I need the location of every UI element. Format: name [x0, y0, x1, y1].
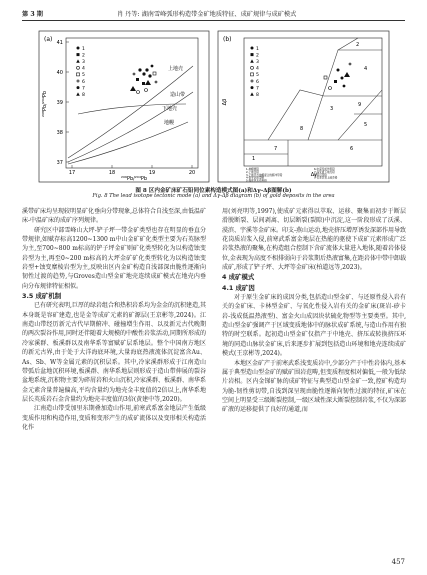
region-label-2: 2: [356, 42, 360, 48]
xtick-label: 17: [68, 170, 76, 176]
data-point: [151, 65, 154, 68]
panel-b-xlabel: Δγ: [310, 172, 318, 178]
legend-marker: [250, 92, 254, 95]
data-point: [142, 82, 145, 85]
legend-label: 1: [82, 46, 85, 52]
subsection-heading: 4.1 成矿因: [222, 283, 255, 292]
data-point: [337, 69, 340, 72]
data-point: [341, 77, 344, 80]
mantle-curve: [68, 122, 188, 164]
curve-label-lower-crust: 下地壳: [162, 106, 178, 112]
legend-marker: [251, 73, 254, 76]
data-point: [145, 80, 151, 85]
legend-marker: [251, 86, 254, 89]
legend-marker: [250, 59, 254, 62]
region-note: 8-造山带铅: [314, 173, 327, 177]
figure-caption-cn: 图 8 区内金矿床矿石铅同位素构造模式图(a)和Δγ-Δβ图解(b): [135, 188, 292, 194]
curve-label-mantle: 地幔: [164, 120, 175, 126]
data-point: [145, 89, 148, 92]
region-note: 7-深变质下地壳铅: [314, 170, 335, 174]
region-label-8: 8: [300, 126, 304, 132]
panel-a-xticks: [69, 165, 195, 176]
region-note: 6-中深变质作用铅: [314, 168, 335, 171]
legend-marker: [251, 80, 254, 83]
paragraph: 研究区中部雪峰山大坪-铲子坪一带金矿类型也存在明显的垂直分带规律,如赋存标高1200~1300 m中山金矿矿化类型主要为石英脉型为主,至700~800 m标高的铲子坪金矿则矿化类型转化为以构造蚀变岩型为主,再至0~200 m标高的大坪金矿矿化类型转化为以构造蚀变岩型+蚀变糜棱岩型为主,反映出区内金矿构造自浅部深由脆性逐渐向韧性过渡的趋势,与Groves造山型金矿地壳连续成矿模式在地壳内垂向分布规律特征相似。: [22, 226, 206, 290]
legend-label: 6: [256, 79, 259, 85]
legend-marker: [76, 59, 80, 62]
panel-a-legend: [76, 46, 85, 98]
paragraph: 已有研究表明,巨厚的绿岩组合和热积岩系均为金金的沉积建造,其本身既是容矿建造,也是金等成矿元素的矿源层(王京彬等,2024)。江南造山带经历新元古代早期俯冲、碰撞增生作用、以及新元古代晚期的两次裂谷作用,同时还伴随着大规模的中酸性岩浆活动,同期所形成的冷家溪群、板溪群以及南华系等富赋矿层系地层。整个中国南方地区的新元古界,由于处于大洋海底环境,大量海底热液流体沉淀富含Au、As、Sb、W等金属元素的沉积层系。其中,冷家溪群形成于江南造山带弧后盆地沉积环境,板溪群、南华系地层则形成于造山带伸展的裂谷盆地系统,沉积物主要为碎屑岩和火山沉积,冷家溪群、板溪群、南华系金元素含量普遍偏高,平均含量约为地壳金丰度值的2倍以上,南华系地层长英质岩石金含量约为地壳丰度值的3倍(黄建中等,2020)。: [22, 302, 206, 403]
ytick-label: 40: [56, 70, 63, 76]
legend-marker: [251, 66, 254, 69]
region-boundaries: [244, 38, 382, 166]
region-note: 3-上地壳与地幔混合的俯冲带铅: [246, 173, 283, 177]
upper-crust-curve: [68, 66, 193, 158]
region-note: 1-地幔源铅: [246, 168, 259, 171]
panel-b-plot-frame: [244, 38, 382, 166]
panel-b-data-points: [324, 63, 351, 90]
paragraph: 用(刘亮明等,1997),使成矿元素得以萃取、运移、聚集而初步于断层滑脱断裂、层间剥离、切层断裂(裂隙)中沉淀,这一阶段形成了沃溪、漠滨、宇溪等金矿床。印支-燕山运动,地壳挤压增厚诱发深部作用导致花岗质岩浆入侵,前寒武系富金地层在热能的驱使下成矿元素形成广泛岩浆热液的聚集,在构造组合控制下含矿流体大量进入地体,随着岩体侵位,金表现为高度不相排弱向于岩浆期后热液富集,在距岩体中带中卸载成矿,形成了铲子坪、大坪等金矿床(柏道远等,2023)。: [222, 208, 406, 272]
panel-a-label: (a): [44, 36, 53, 43]
legend-label: 6: [82, 79, 85, 85]
legend-label: 4: [82, 66, 85, 72]
data-point: [155, 81, 158, 84]
panel-a-plot-frame: [66, 38, 198, 168]
region-label-4: 4: [364, 66, 368, 72]
paragraph: 江南造山带受加里东期叠加造山作用,前寒武系富金地层产生低级变质作用和构造作用,变质和变形产生的成矿流体以及变形相关构造活化作: [22, 405, 206, 431]
legend-label: 8: [82, 93, 85, 98]
panel-a-xlabel: ²⁰⁶Pb/²⁰⁴Pb: [120, 176, 148, 182]
legend-marker: [77, 53, 80, 56]
issue-number: 第 3 期: [22, 11, 43, 18]
panel-a-data-points: [130, 65, 157, 94]
header-rule: [22, 20, 405, 21]
legend-label: 3: [82, 60, 85, 65]
data-point: [153, 72, 156, 75]
panel-b-ylabel: Δβ: [222, 98, 228, 106]
legend-label: 5: [82, 73, 85, 79]
running-title: 肖 丹等: 湖南雪峰弧形构造带金矿地质特征、成矿规律与成矿模式: [117, 11, 297, 18]
legend-label: 7: [82, 86, 85, 92]
region-note: 2-上地壳铅: [246, 170, 259, 174]
page-number: 457: [391, 558, 405, 566]
region-labels: [252, 42, 367, 162]
figure-8-svg: [38, 30, 390, 184]
figure-caption-en: Fig. 8 The lead isotope tectonic mode (a) and Δγ-Δβ diagram (b) of gold deposits in the area: [92, 193, 335, 199]
data-point: [343, 85, 346, 88]
curve-label-upper-crust: 上地壳: [168, 66, 184, 72]
paragraph: 本地区金矿产于前寒武系浅变质岩中,少部分产于中性岩体内,基本属于典型造山型金矿的赋矿围岩范畴,但变质程度相对偏低,一般为低绿片岩相。区内金锑矿脉的成矿特征与典型造山型金矿一致,控矿构造均为脆-韧性剪切带,自浅到深呈现由脆性逐渐向韧性过渡的特征,矿床在空间上明显受三级断裂控制,一级区域性深大断裂控制岩浆,不仅为深部矿液的运移提供了良好的通道,而: [222, 359, 406, 414]
panel-b-region-notes: [246, 167, 338, 183]
xtick-label: 20: [188, 170, 196, 176]
ytick-label: 39: [56, 100, 63, 106]
legend-marker: [77, 47, 80, 50]
page-header: [22, 7, 405, 21]
region-note: 4-化学沉积型铅: [246, 176, 265, 180]
section-heading: 4 成矿模式: [222, 273, 255, 282]
region-note: 5-海底热水作用铅: [246, 179, 267, 183]
ytick-label: 37: [56, 160, 63, 166]
ytick-label: 41: [56, 40, 63, 46]
data-point: [145, 68, 148, 71]
orogen-curve: [68, 92, 193, 162]
legend-marker: [251, 53, 254, 56]
region-label-1: 1: [252, 156, 256, 162]
region-label-5: 5: [364, 122, 368, 128]
figure-8: [38, 30, 390, 184]
legend-marker: [77, 80, 80, 83]
data-point: [334, 80, 337, 83]
region-label-7: 7: [274, 146, 278, 152]
data-point: [344, 72, 350, 77]
panel-a-ylabel: ²⁰⁸Pb/²⁰⁴Pb: [42, 90, 48, 118]
region-label-3: 3: [330, 106, 334, 112]
data-point: [142, 72, 145, 75]
data-point: [138, 68, 141, 71]
legend-label: 7: [256, 86, 259, 92]
data-point: [148, 74, 151, 77]
legend-label: 1: [256, 46, 259, 52]
legend-marker: [77, 66, 80, 69]
legend-label: 5: [256, 73, 259, 79]
data-point: [130, 86, 136, 91]
data-point: [133, 73, 136, 76]
xtick-label: 19: [148, 170, 156, 176]
legend-marker: [76, 92, 80, 95]
panel-a-yticks: [57, 40, 69, 166]
legend-marker: [251, 47, 254, 50]
paragraph: 对于原生金矿床的成因分类,包括造山型金矿、与还原性侵入岩有关的金矿床、卡林型金矿、与氧化性侵入岩有关的金矿床(斑岩-矽卡岩-浅成低温热液型)、富金火山成因块状硫化物型等主要类型。其中,造山型金矿强调产于区域变质地体中的脉状成矿系统,与造山作用有独特的时空联系。起初造山型金矿仅指产于中地壳、挤压或转换挤压环境的同造山脉状金矿床,后来逐步扩展到包括造山环境和地壳连续成矿模式(王京彬等,2024)。: [222, 294, 406, 358]
curve-label-orogen: 造山带: [170, 92, 186, 98]
ytick-label: 38: [56, 130, 63, 136]
panel-b-label: (b): [223, 36, 232, 43]
data-point: [329, 87, 332, 90]
legend-label: 2: [256, 53, 259, 59]
legend-label: 2: [82, 53, 85, 59]
section-heading: 3.5 成矿机制: [22, 292, 62, 301]
panel-b: [218, 31, 389, 183]
panel-a: [39, 31, 209, 182]
region-note: 9-古老页岩上地壳铅: [314, 176, 338, 180]
legend-label: 4: [256, 66, 259, 72]
region-label-9: 9: [358, 102, 362, 108]
data-point: [324, 76, 327, 79]
legend-label: 8: [256, 93, 259, 98]
xtick-label: 18: [108, 170, 116, 176]
data-point: [349, 63, 352, 66]
data-point: [137, 91, 140, 94]
legend-marker: [77, 73, 80, 76]
legend-label: 3: [256, 60, 259, 65]
left-column: [22, 207, 206, 432]
paragraph: 溪带矿床均呈现较明显矿化垂向分带现象,总体符合自浅至深,由低温矿床-中温矿床的成矿序列规律。: [22, 208, 206, 225]
data-point: [136, 78, 139, 81]
legend-marker: [77, 86, 80, 89]
right-column: [222, 207, 406, 415]
region-label-6: 6: [350, 146, 354, 152]
panel-b-legend: [250, 46, 259, 98]
